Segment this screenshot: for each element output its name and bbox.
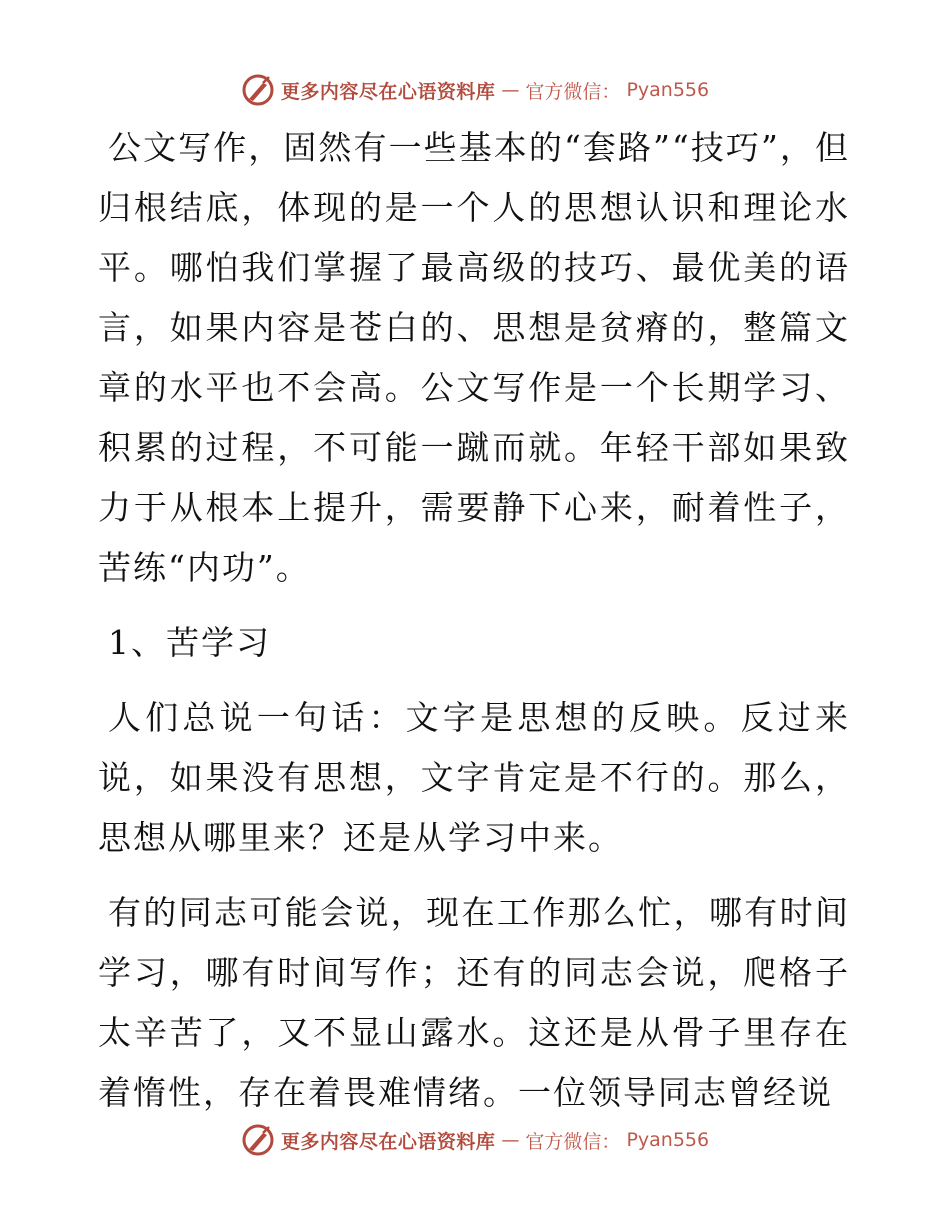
watermark-contact-label: 官方微信： (525, 1130, 621, 1153)
watermark-site-text: 更多内容尽在心语资料库 (280, 1130, 496, 1153)
watermark-separator: — (501, 1129, 520, 1151)
paragraph-thought: 人们总说一句话：文字是思想的反映。反过来说，如果没有思想，文字肯定是不行的。那么，思想从哪里来？还是从学习中来。 (98, 698, 850, 857)
watermark-site-text: 更多内容尽在心语资料库 (280, 80, 496, 103)
footer-watermark (0, 1120, 950, 1160)
quill-pen-logo-icon (241, 73, 275, 107)
watermark-contact-id: Pyan556 (626, 79, 710, 101)
section-heading: 1、苦学习 (108, 623, 271, 662)
paragraph-intro: 公文写作，固然有一些基本的“套路”“技巧”，但归根结底，体现的是一个人的思想认识和理论水平。哪怕我们掌握了最高级的技巧、最优美的语言，如果内容是苍白的、思想是贫瘠的，整篇文章的水平也不会高。公文写作是一个长期学习、积累的过程，不可能一蹴而就。年轻干部如果致力于从根本上提升，需要静下心来，耐着性子，苦练“内功”。 (98, 128, 850, 587)
header-watermark (0, 70, 950, 110)
document-body (98, 118, 850, 1138)
watermark-contact-label: 官方微信： (525, 80, 621, 103)
watermark-contact-id: Pyan556 (626, 1129, 710, 1151)
quill-pen-logo-icon (241, 1123, 275, 1157)
paragraph-busy: 有的同志可能会说，现在工作那么忙，哪有时间学习，哪有时间写作；还有的同志会说，爬格子太辛苦了，又不显山露水。这还是从骨子里存在着惰性，存在着畏难情绪。一位领导同志曾经说 (98, 893, 850, 1112)
watermark-separator: — (501, 79, 520, 101)
